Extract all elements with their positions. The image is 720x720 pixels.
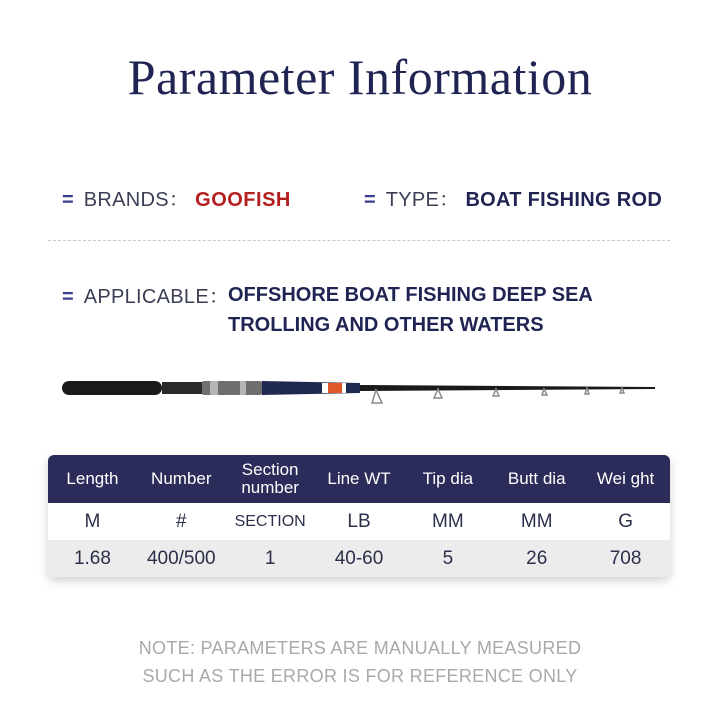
unit-cell: M: [84, 510, 101, 532]
type-label: TYPE：: [385, 189, 460, 211]
applicable-value: [228, 280, 593, 340]
note-line-2: SUCH AS THE ERROR IS FOR REFERENCE ONLY: [142, 666, 578, 686]
table-header-row: [48, 455, 670, 503]
type-value: BOAT FISHING ROD: [465, 189, 663, 211]
brand-label: BRANDS：: [83, 189, 190, 211]
header-number: Number: [151, 469, 212, 488]
unit-cell: MM: [432, 510, 464, 532]
note-line-1: NOTE: PARAMETERS ARE MANUALLY MEASURED: [138, 638, 582, 658]
applicable-spec: [62, 280, 229, 309]
unit-cell: LB: [347, 510, 371, 532]
value-cell: 5: [442, 547, 454, 569]
value-cell: 26: [526, 547, 548, 569]
header-tip-dia: Tip dia: [422, 469, 474, 488]
header-line-wt: Line WT: [327, 469, 391, 488]
table-row: [48, 540, 670, 577]
value-cell: 400/500: [146, 547, 216, 569]
header-length: Length: [66, 469, 119, 488]
bullet-icon: =: [364, 189, 376, 211]
unit-cell: SECTION: [234, 512, 306, 530]
brand-value: GOOFISH: [195, 189, 291, 211]
unit-cell: MM: [520, 510, 553, 532]
applicable-label: APPLICABLE：: [83, 286, 230, 308]
type-spec: [364, 183, 662, 212]
applicable-line-2: TROLLING AND OTHER WATERS: [228, 314, 544, 336]
applicable-line-1: OFFSHORE BOAT FISHING DEEP SEA: [228, 284, 593, 306]
bullet-icon: =: [62, 189, 74, 211]
dashed-divider: [48, 240, 670, 241]
fishing-rod-image: [60, 370, 660, 410]
unit-cell: #: [176, 510, 187, 532]
value-cell: 40-60: [334, 547, 384, 569]
value-cell: 1.68: [73, 547, 111, 569]
value-cell: 708: [609, 547, 642, 569]
header-weight: Wei ght: [596, 469, 655, 488]
parameter-table: [48, 455, 670, 577]
page-title: Parameter Information: [127, 49, 593, 105]
brand-spec: [62, 183, 291, 212]
value-cell: 1: [264, 547, 276, 569]
header-section-number: Section number: [241, 460, 299, 497]
unit-cell: G: [618, 510, 633, 532]
table-row: [48, 503, 670, 540]
header-butt-dia: Butt dia: [507, 469, 566, 488]
bullet-icon: =: [62, 286, 74, 308]
